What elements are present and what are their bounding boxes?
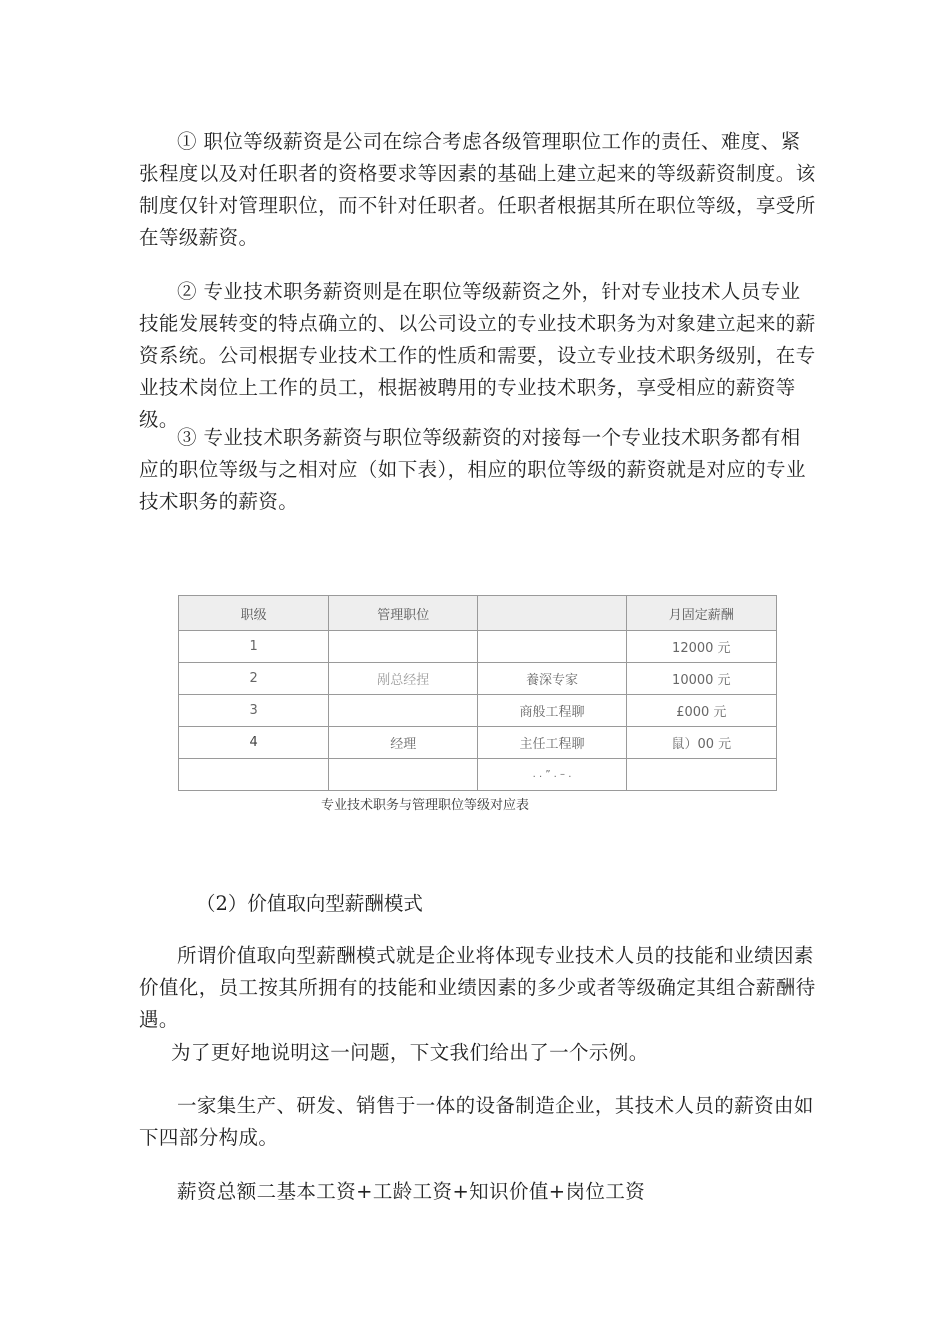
table-header-cell: 职级 [179,596,329,631]
paragraph-value-oriented-model: 所谓价值取向型薪酬模式就是企业将体现专业技术人员的技能和业绩因素价值化，员工按其所拥有的技能和业绩因素的多少或者等级确定其组合薪酬待遇。 [139,944,816,1031]
table-cell [329,695,478,727]
table-cell: 1 [179,631,329,663]
table-cell: 4 [179,727,329,759]
table-header-cell [478,596,626,631]
table-cell [329,631,478,663]
section-heading: （2）价值取向型薪酬模式 [196,892,423,915]
table-row [179,759,777,791]
table-row [179,631,777,663]
table-cell: 鼠）00 元 [626,727,776,759]
table-cell: 2 [179,663,329,695]
table-header-row [179,596,777,631]
paragraph-example-company: 一家集生产、研发、销售于一体的设备制造企业，其技术人员的薪资由如下四部分构成。 [139,1094,814,1149]
paragraph-technical-title-salary: ② 专业技术职务薪资则是在职位等级薪资之外，针对专业技术人员专业技能发展转变的特点确立的、以公司设立的专业技术职务为对象建立起来的薪资系统。公司根据专业技术工作的性质和需要，设立专业技术职务级别，在专业技术岗位上工作的员工，根据被聘用的专业技术职务，享受相应的薪资等级。 [139,280,816,431]
table-cell: 3 [179,695,329,727]
table-cell: £000 元 [626,695,776,727]
table-cell: 剐总经捏 [329,663,478,695]
table-caption: 专业技术职务与管理职位等级对应表 [321,798,530,813]
table-cell: 12000 元 [626,631,776,663]
table-cell: 经理 [329,727,478,759]
paragraph-salary-mapping: ③ 专业技术职务薪资与职位等级薪资的对接每一个专业技术职务都有相应的职位等级与之相对应（如下表），相应的职位等级的薪资就是对应的专业技术职务的薪资。 [139,426,806,513]
paragraph-salary-formula: 薪资总额二基本工资+工龄工资+知识价值+岗位工资 [177,1180,646,1203]
table-cell: 養深专家 [478,663,626,695]
table-cell [329,759,478,791]
paragraph-position-grade-salary: ① 职位等级薪资是公司在综合考虑各级管理职位工作的责任、难度、紧张程度以及对任职者的资格要求等因素的基础上建立起来的等级薪资制度。该制度仅针对管理职位，而不针对任职者。任职者根据其所在职位等级，享受所在等级薪资。 [139,130,816,249]
table-row [179,695,777,727]
table-cell [478,631,626,663]
table-row [179,663,777,695]
paragraph-example-intro: 为了更好地说明这一问题，下文我们给出了一个示例。 [171,1041,649,1064]
table-cell: 主任工程聊 [478,727,626,759]
table-cell [626,759,776,791]
table-cell: 10000 元 [626,663,776,695]
table-header-cell: 管理职位 [329,596,478,631]
table-cell: . . ” . – . [478,759,626,791]
table-header-cell: 月固定薪酬 [626,596,776,631]
table-cell: 商般工程聊 [478,695,626,727]
grade-mapping-table [178,595,777,791]
table-row [179,727,777,759]
table-cell [179,759,329,791]
